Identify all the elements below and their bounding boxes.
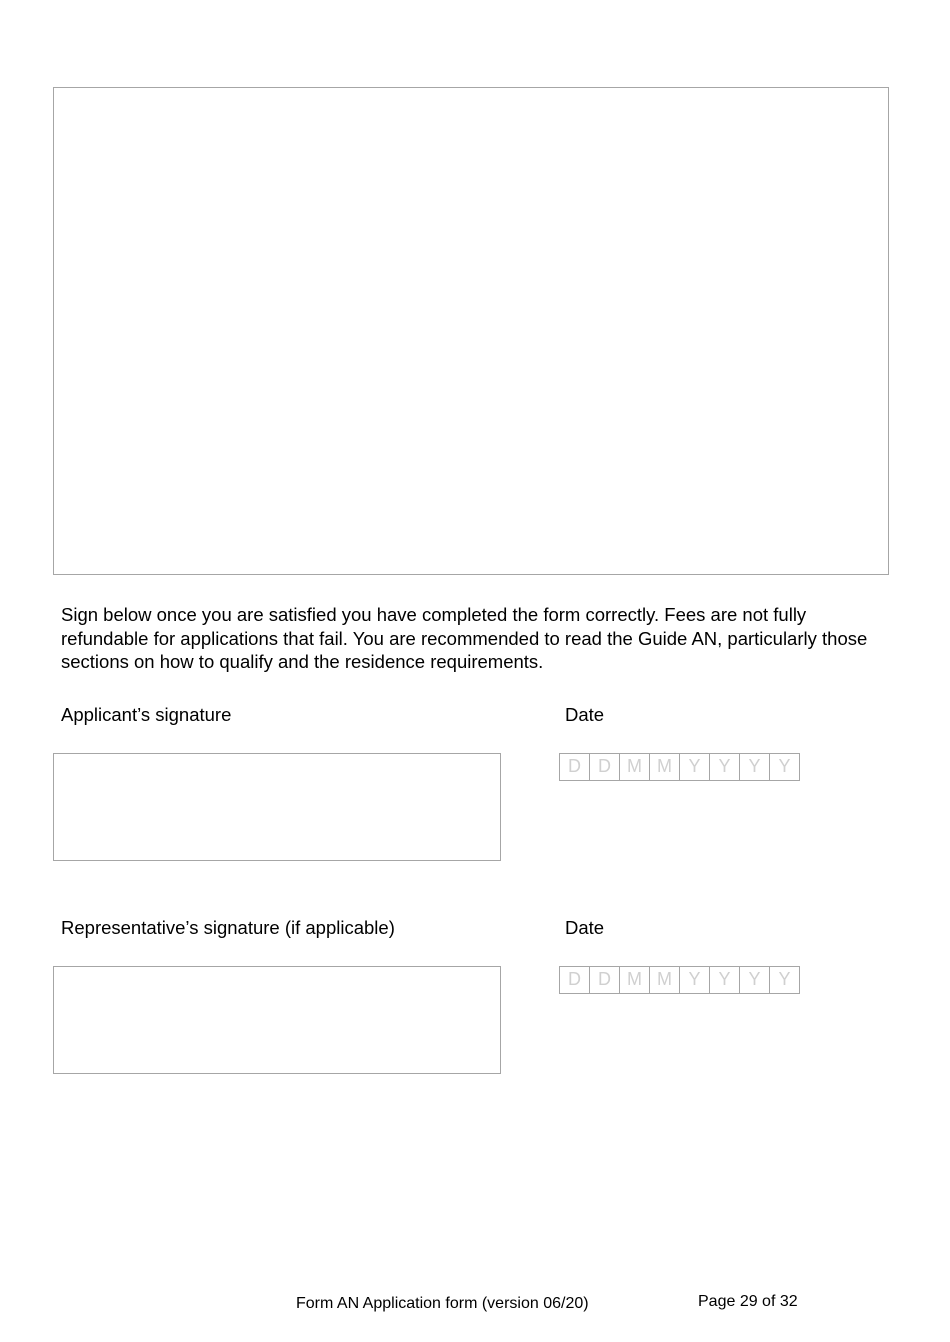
applicant-signature-label: Applicant’s signature	[61, 704, 232, 725]
representative-signature-label: Representative’s signature (if applicable)	[61, 917, 395, 938]
date-month-cell[interactable]: M	[650, 967, 680, 993]
date-month-cell[interactable]: M	[650, 754, 680, 780]
date-year-cell[interactable]: Y	[740, 754, 770, 780]
date-year-cell[interactable]: Y	[778, 969, 791, 989]
date-day-cell[interactable]: D	[560, 967, 590, 993]
date-month-cell[interactable]: M	[620, 967, 650, 993]
date-day-cell[interactable]: D	[590, 754, 620, 780]
date-year-cell[interactable]: Y	[680, 967, 710, 993]
date-year-cell[interactable]: Y	[710, 754, 740, 780]
representative-date-label: Date	[565, 917, 605, 938]
footer-form-title: Form AN Application form (version 06/20)	[296, 1295, 589, 1312]
footer-page-number: Page 29 of 32	[698, 1293, 798, 1310]
applicant-date-label: Date	[565, 704, 605, 725]
date-month-cell[interactable]: M	[620, 754, 650, 780]
signature-instructions: Sign below once you are satisfied you have completed the form correctly. Fees are not fully refundable for applications that fail. You are recommended to read the Guide AN, particularly those sections on how to qualify and the residence requirements.	[61, 604, 868, 672]
date-year-cell[interactable]: Y	[740, 967, 770, 993]
additional-information-field[interactable]	[53, 87, 889, 575]
date-day-cell[interactable]: D	[590, 967, 620, 993]
date-year-cell[interactable]: Y	[680, 754, 710, 780]
applicant-date-field[interactable]	[559, 753, 800, 781]
date-day-cell[interactable]: D	[560, 754, 590, 780]
date-year-cell[interactable]: Y	[778, 756, 791, 776]
date-year-cell[interactable]: Y	[710, 967, 740, 993]
representative-signature-field[interactable]	[53, 966, 501, 1074]
applicant-signature-field[interactable]	[53, 753, 501, 861]
representative-date-field[interactable]	[559, 966, 800, 994]
